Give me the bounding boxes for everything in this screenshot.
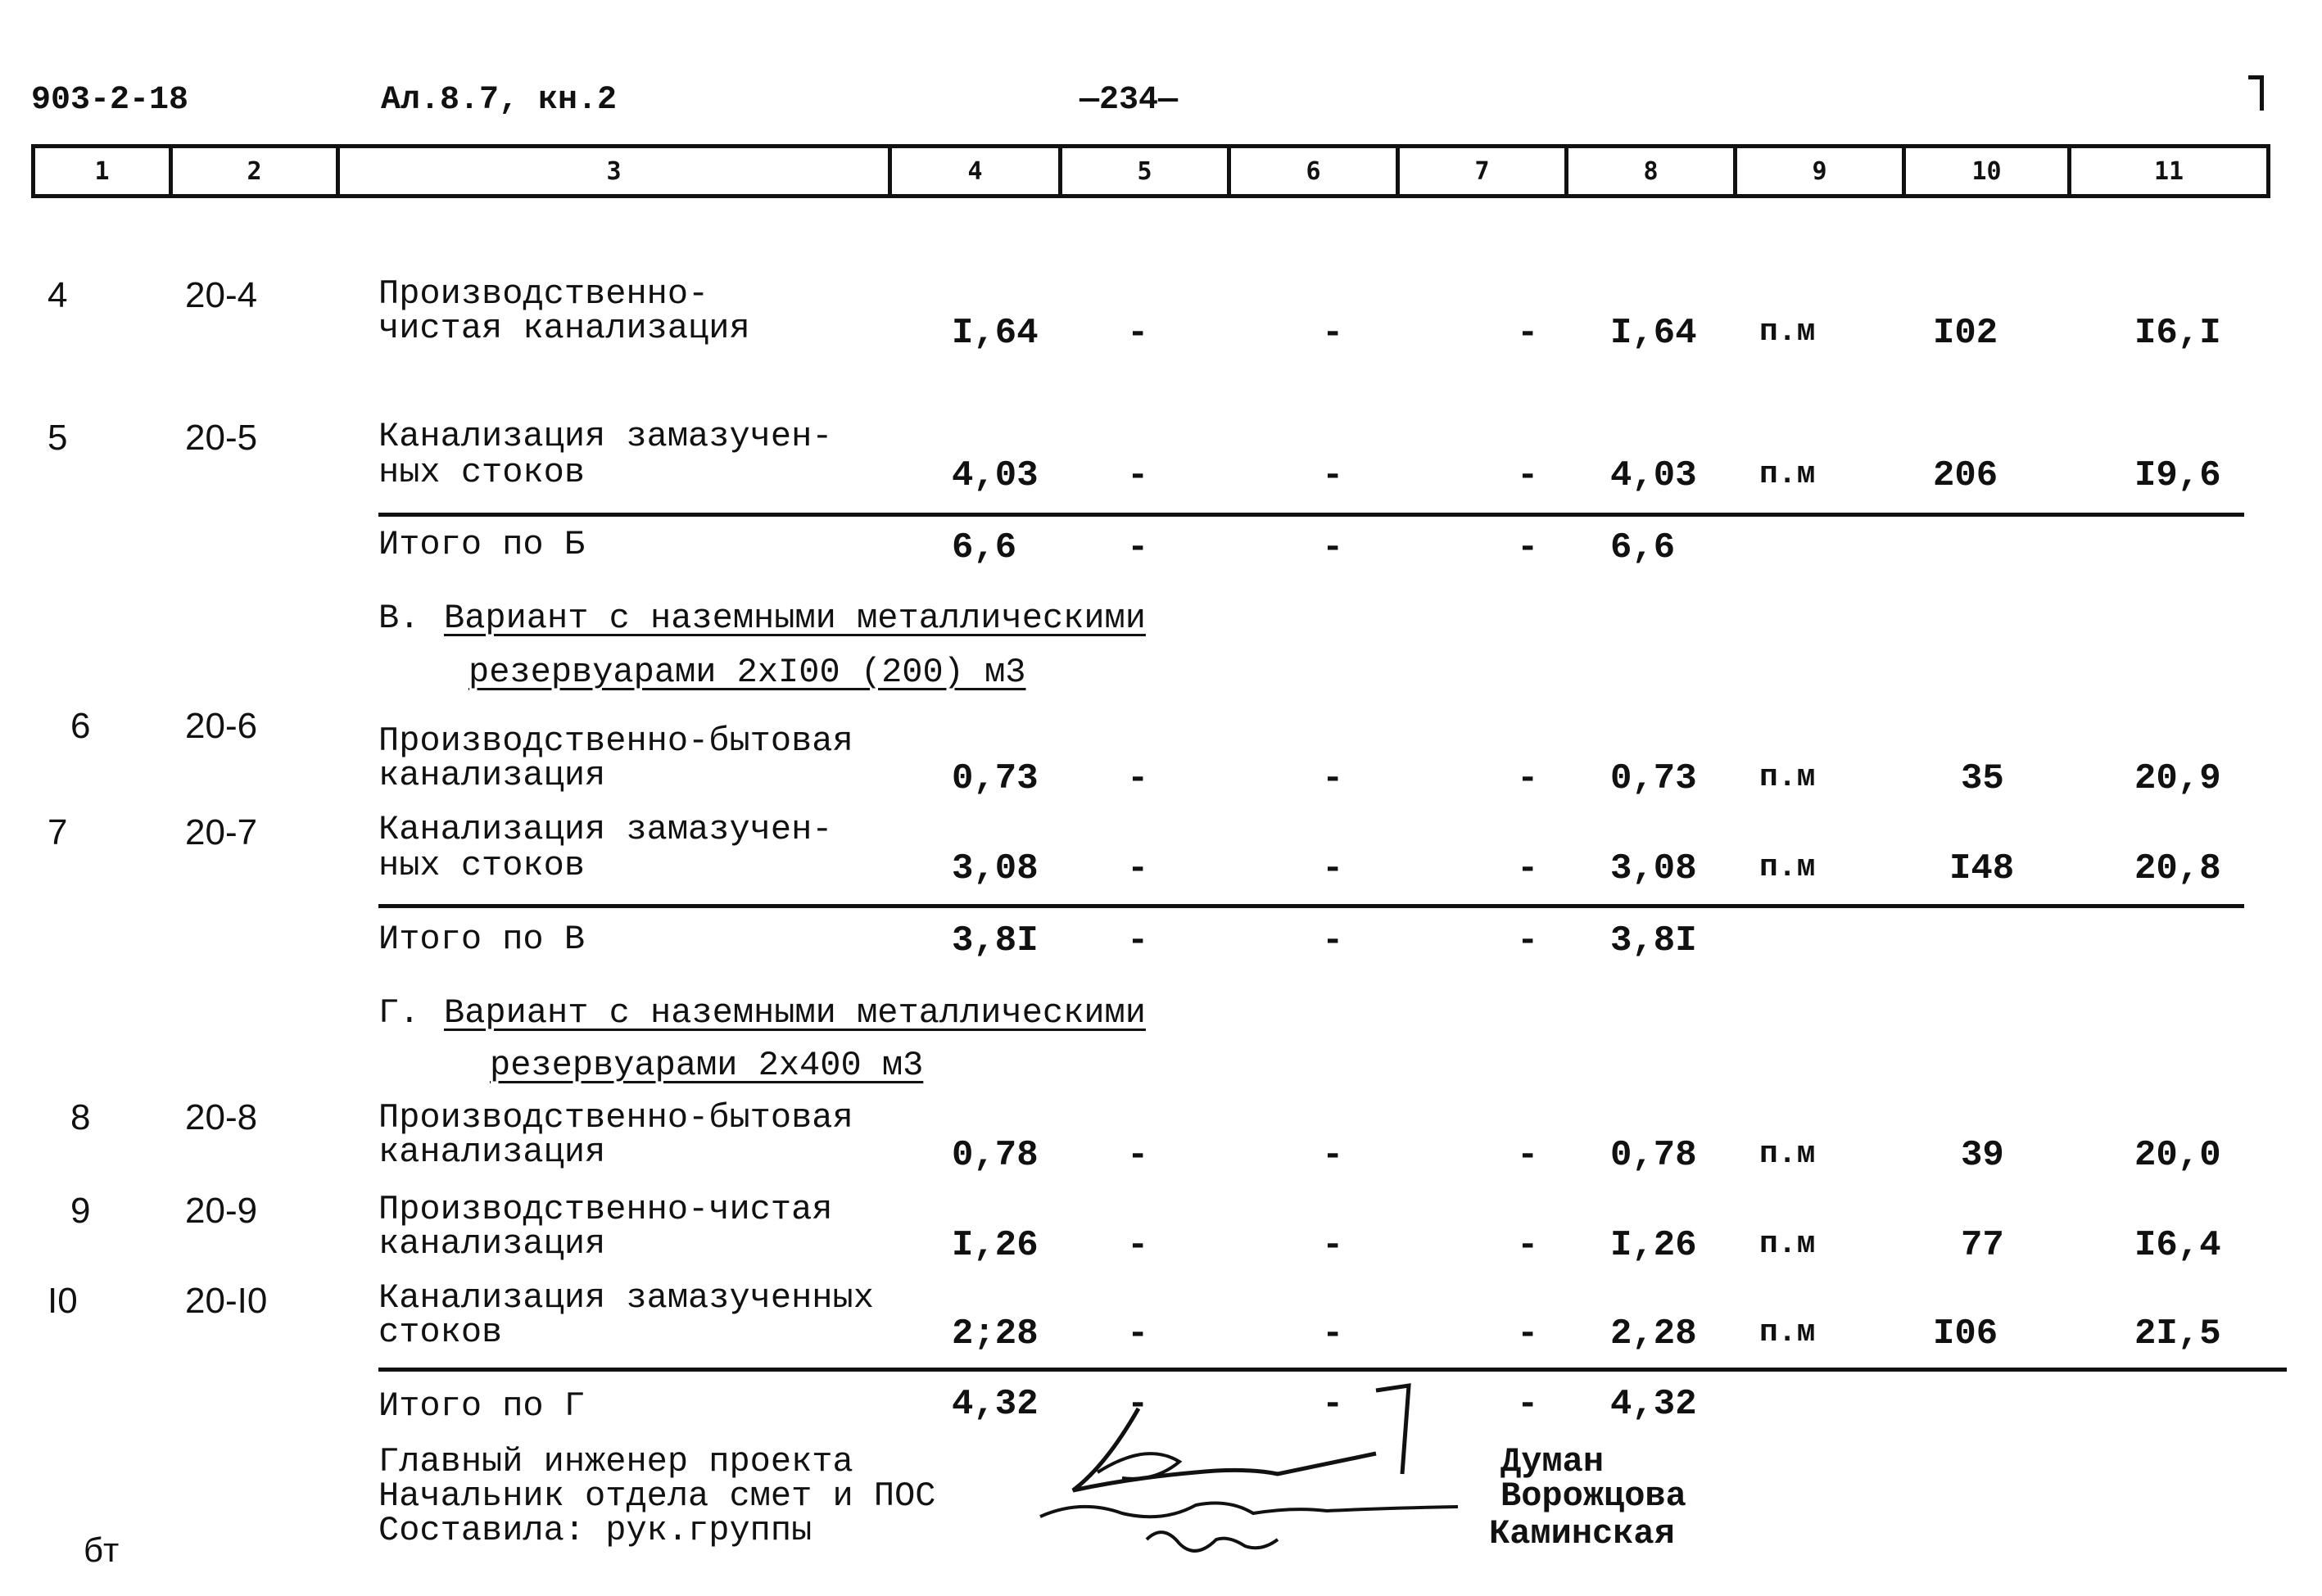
total-label: Итого по Г [378, 1386, 586, 1426]
divider [378, 513, 2244, 517]
cell-col4: I,64 [952, 313, 1039, 354]
column-number: 5 [1137, 157, 1152, 186]
cell-col11: 20,8 [2134, 848, 2221, 889]
cell-col5: - [1127, 1225, 1149, 1266]
cell-col5: - [1127, 313, 1149, 354]
cell-col8: 3,8I [1610, 920, 1697, 961]
row-code: 20-4 [185, 275, 258, 315]
cell-col10: 39 [1961, 1135, 2004, 1176]
cell-col6: - [1322, 455, 1344, 496]
row-code: 20-6 [185, 706, 258, 746]
cell-col5: - [1127, 527, 1149, 568]
divider [378, 904, 2244, 908]
album-reference: Ал.8.7, кн.2 [381, 82, 618, 119]
cell-unit: п.м [1759, 1137, 1816, 1172]
cell-col6: - [1322, 1313, 1344, 1354]
cell-col10: I02 [1933, 313, 1998, 354]
cell-col7: - [1517, 848, 1539, 889]
cell-col5: - [1127, 920, 1149, 961]
section-letter: В. [378, 599, 420, 638]
row-number: 9 [70, 1191, 91, 1231]
cell-unit: п.м [1759, 760, 1816, 795]
column-number: 6 [1306, 157, 1321, 186]
cell-col11: 2I,5 [2134, 1313, 2221, 1354]
cell-col5: - [1127, 455, 1149, 496]
cell-col8: I,64 [1610, 313, 1697, 354]
cell-unit: п.м [1759, 850, 1816, 885]
row-name: Производственно-бытовая [378, 1098, 853, 1137]
row-code: 20-8 [185, 1097, 258, 1137]
divider [378, 1368, 2287, 1372]
cell-col4: 2;28 [952, 1313, 1039, 1354]
doc-code: 903-2-18 [31, 82, 189, 119]
row-number: I0 [48, 1281, 78, 1321]
signature-role: Главный инженер проекта [378, 1442, 853, 1481]
cell-unit: п.м [1759, 1227, 1816, 1262]
section-title: резервуарами 2х400 м3 [490, 1046, 924, 1085]
cell-col4: 0,73 [952, 758, 1039, 799]
row-name: Канализация замазученных [378, 1278, 874, 1318]
signature-role: Начальник отдела смет и ПОС [378, 1476, 936, 1516]
cell-col5: - [1127, 1384, 1149, 1425]
row-number: 7 [48, 812, 68, 852]
cell-col8: 0,73 [1610, 758, 1697, 799]
cell-col8: 3,08 [1610, 848, 1697, 889]
cell-col5: - [1127, 848, 1149, 889]
cell-col8: 4,03 [1610, 455, 1697, 496]
cell-col6: - [1322, 758, 1344, 799]
cell-col8: 6,6 [1610, 527, 1676, 568]
cell-col11: 20,9 [2134, 758, 2221, 799]
row-name: ных стоков [378, 453, 586, 492]
column-number: 9 [1812, 157, 1827, 186]
row-number: 6 [70, 706, 91, 746]
cell-unit: п.м [1759, 314, 1816, 350]
cell-col11: I9,6 [2134, 455, 2221, 496]
signature-role: Составила: рук.группы [378, 1511, 812, 1550]
cell-col6: - [1322, 1225, 1344, 1266]
cell-col6: - [1322, 1384, 1344, 1425]
cell-col7: - [1517, 313, 1539, 354]
cell-col8: 0,78 [1610, 1135, 1697, 1176]
row-name: канализация [378, 1133, 606, 1172]
row-name: Производственно-чистая [378, 1190, 833, 1229]
cell-col6: - [1322, 848, 1344, 889]
cell-col7: - [1517, 1313, 1539, 1354]
column-number: 8 [1643, 157, 1659, 186]
signature-name: Ворожцова [1500, 1476, 1686, 1516]
row-name: Производственно- [378, 274, 709, 314]
footer-mark: бт [84, 1530, 120, 1569]
row-code: 20-I0 [185, 1281, 268, 1321]
column-number: 1 [94, 157, 110, 186]
cell-col11: 20,0 [2134, 1135, 2221, 1176]
row-name: Канализация замазучен- [378, 810, 833, 849]
column-number: 2 [247, 157, 262, 186]
cell-col7: - [1517, 527, 1539, 568]
row-name: ных стоков [378, 846, 586, 885]
cell-col6: - [1322, 1135, 1344, 1176]
row-name: Канализация замазучен- [378, 417, 833, 456]
cell-col5: - [1127, 1313, 1149, 1354]
section-title: Вариант с наземными металлическими [444, 599, 1146, 638]
cell-col4: I,26 [952, 1225, 1039, 1266]
cell-col7: - [1517, 920, 1539, 961]
total-label: Итого по Б [378, 525, 586, 564]
signature-name: Думан [1500, 1442, 1605, 1481]
cell-col10: 77 [1961, 1225, 2004, 1266]
signature-name: Каминская [1489, 1514, 1675, 1553]
total-label: Итого по В [378, 920, 586, 959]
cell-col4: 4,03 [952, 455, 1039, 496]
column-number: 4 [967, 157, 983, 186]
corner-mark [2248, 75, 2264, 111]
cell-col11: I6,4 [2134, 1225, 2221, 1266]
cell-col6: - [1322, 920, 1344, 961]
row-code: 20-9 [185, 1191, 258, 1231]
cell-col4: 0,78 [952, 1135, 1039, 1176]
section-letter: Г. [378, 993, 420, 1033]
cell-col7: - [1517, 758, 1539, 799]
column-number: 7 [1474, 157, 1490, 186]
section-title: резервуарами 2хI00 (200) м3 [468, 653, 1026, 692]
cell-col11: I6,I [2134, 313, 2221, 354]
handwritten-signatures [1032, 1376, 1491, 1564]
row-name: канализация [378, 1224, 606, 1264]
cell-col10: 35 [1961, 758, 2004, 799]
cell-col10: I48 [1949, 848, 2015, 889]
row-name: стоков [378, 1313, 503, 1352]
cell-col10: 206 [1933, 455, 1998, 496]
cell-col5: - [1127, 758, 1149, 799]
cell-col6: - [1322, 527, 1344, 568]
row-name: канализация [378, 756, 606, 795]
column-number: 10 [1971, 157, 2002, 186]
cell-col8: 4,32 [1610, 1384, 1697, 1425]
cell-col7: - [1517, 1225, 1539, 1266]
cell-col10: I06 [1933, 1313, 1998, 1354]
cell-col8: 2,28 [1610, 1313, 1697, 1354]
cell-col4: 6,6 [952, 527, 1017, 568]
row-number: 8 [70, 1097, 91, 1137]
cell-col4: 3,08 [952, 848, 1039, 889]
cell-col7: - [1517, 1135, 1539, 1176]
cell-col7: - [1517, 455, 1539, 496]
page-number: —234— [1080, 82, 1179, 119]
row-name: Производственно-бытовая [378, 721, 853, 761]
row-number: 5 [48, 418, 68, 458]
section-title: Вариант с наземными металлическими [444, 993, 1146, 1033]
cell-col6: - [1322, 313, 1344, 354]
cell-col4: 4,32 [952, 1384, 1039, 1425]
cell-col5: - [1127, 1135, 1149, 1176]
cell-unit: п.м [1759, 457, 1816, 492]
column-number: 3 [606, 157, 622, 186]
cell-col7: - [1517, 1384, 1539, 1425]
cell-unit: п.м [1759, 1315, 1816, 1350]
row-number: 4 [48, 275, 68, 315]
row-code: 20-7 [185, 812, 258, 852]
cell-col8: I,26 [1610, 1225, 1697, 1266]
cell-col4: 3,8I [952, 920, 1039, 961]
row-code: 20-5 [185, 418, 258, 458]
column-number: 11 [2153, 157, 2184, 186]
row-name: чистая канализация [378, 309, 750, 348]
